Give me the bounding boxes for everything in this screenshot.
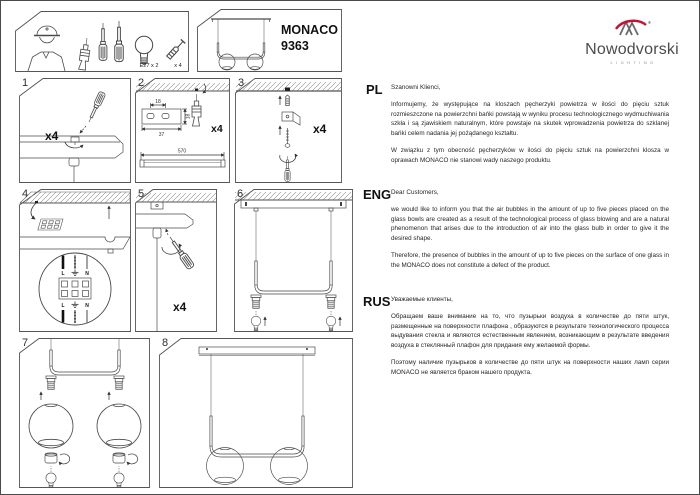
drill-icon xyxy=(78,37,91,70)
step-panel-1 xyxy=(19,78,131,183)
registered-mark: ® xyxy=(648,20,651,25)
section-eng xyxy=(391,188,669,278)
step-number: 5 xyxy=(138,188,145,200)
lamp-socket-icon xyxy=(46,376,56,389)
lamp-socket-icon xyxy=(251,295,261,308)
step-panel-8 xyxy=(159,338,353,488)
ceiling-hatch xyxy=(136,83,229,91)
step-panel-7 xyxy=(19,338,150,488)
mounting-bar xyxy=(20,237,130,253)
required-tools-panel xyxy=(15,11,189,72)
mounting-bar xyxy=(20,136,123,182)
step-panel-5 xyxy=(135,189,217,332)
insert-arrow xyxy=(80,126,86,133)
screwdriver-icon xyxy=(86,91,106,123)
product-panel xyxy=(197,9,342,72)
insert-arrow xyxy=(166,229,168,235)
mounting-plate-drawing xyxy=(142,103,187,131)
diagram-step-6 xyxy=(234,189,353,332)
brand-logo xyxy=(580,18,684,65)
ceiling-hatch xyxy=(136,193,216,202)
bulb-icon xyxy=(326,316,336,332)
bulb-spec-label: E27 x 2 xyxy=(139,63,159,69)
screwdriver-flat-icon xyxy=(99,23,107,60)
section-rus xyxy=(391,295,669,385)
paragraph: Поэтому наличие пузырьков в количестве до пяти штук на поверхности наших ламп серии MONACO не является браком нашего продукта. xyxy=(391,359,669,376)
bulb-icon xyxy=(46,473,56,488)
assembled-lamp xyxy=(199,347,315,457)
rotate-arrow xyxy=(65,142,83,148)
step-number: 3 xyxy=(238,77,245,89)
bulb-icon xyxy=(251,316,261,332)
brand-subtitle: LIGHTING xyxy=(610,59,657,65)
dim-plate-width: 37 xyxy=(158,132,165,138)
rotate-arrow xyxy=(280,154,296,163)
pendant-lamp-icon xyxy=(211,19,271,70)
step-number: 2 xyxy=(138,77,145,89)
product-code: 9363 xyxy=(281,39,309,54)
bracket-drawing xyxy=(282,112,300,125)
wire-outlet xyxy=(35,201,38,203)
step-number: 6 xyxy=(237,188,244,200)
paragraph: Обращаем ваше внимание на то, что пузырьки воздуха в количестве до пяти штук, размещенные на поверхности плафона , образуются в результате технологического процесса выдувания стекла и являются естественным явлением, возникающим в результате введения воздуха в стеклянный плафон для придания ему желаемой формы. xyxy=(391,313,669,349)
diagram-step-7 xyxy=(19,338,150,488)
earth-icon xyxy=(72,302,79,308)
diagram-step-3 xyxy=(235,78,342,183)
brand-name: Nowodvorski xyxy=(585,41,679,58)
earth-icon xyxy=(72,270,79,276)
terminal-block-small xyxy=(38,219,63,230)
bulb-icon xyxy=(135,36,152,64)
product-name: MONACO xyxy=(281,23,338,37)
glass-globe-icon xyxy=(271,448,308,485)
step-number: 8 xyxy=(162,337,169,349)
glass-globe-icon xyxy=(207,448,244,485)
wall-plug-icon xyxy=(166,39,185,59)
ceiling-hatch xyxy=(235,192,352,200)
diagram-step-5 xyxy=(135,189,217,332)
paragraph: Therefore, the presence of bubbles in the amount of up to five pieces on the surface of one glass in the MONACO does not constitute a defect of the product. xyxy=(391,252,669,269)
plug-qty-label: x 4 xyxy=(174,63,182,69)
screw-drawing xyxy=(285,128,290,147)
fixture-drawing xyxy=(50,339,120,375)
terminal-block xyxy=(59,278,91,299)
wall-plug-icon xyxy=(286,95,290,105)
step-number: 4 xyxy=(22,188,29,200)
live-label: L xyxy=(61,271,65,277)
fixture-drawing xyxy=(241,200,346,294)
logo-mark-icon xyxy=(610,18,654,37)
step-panel-3 xyxy=(235,78,342,183)
rotate-arrow xyxy=(59,454,70,464)
diagram-step-4 xyxy=(19,189,131,332)
glass-globe-icon xyxy=(29,404,73,448)
paragraph: W związku z tym obecność pęcherzyków w ilości do pięciu sztuk na powierzchni klosza w oprawach MONACO nie stanowi wady naszego produktu. xyxy=(391,147,669,164)
greeting: Szanowni Klienci, xyxy=(391,84,441,91)
lang-label-pl: PL xyxy=(366,82,383,97)
step-panel-6 xyxy=(234,189,353,332)
qty-label: x4 xyxy=(211,123,223,135)
drill-icon xyxy=(192,94,201,126)
step-number: 1 xyxy=(22,77,29,89)
greeting: Уважаемые клиенты, xyxy=(391,296,453,303)
greeting: Dear Customers, xyxy=(391,189,439,196)
lamp-socket-icon xyxy=(114,376,124,389)
lamp-socket-icon xyxy=(326,295,336,308)
paragraph: we would like to inform you that the air bubbles in the amount of up to five pieces placed on the glass bowls are created as a result of the technological process of glass blowing and are a natural phenomenon that arises due to the introduction of air into the glass bulb in order to give it the desired shape. xyxy=(391,206,669,242)
screwdriver-icon xyxy=(285,156,290,181)
diagram-step-8 xyxy=(159,338,353,488)
tools-diagram xyxy=(15,11,189,72)
qty-label: x4 xyxy=(173,300,187,314)
dim-bar-length: 570 xyxy=(177,148,187,155)
section-pl xyxy=(391,83,669,173)
step-panel-4 xyxy=(19,189,131,332)
neutral-label: N xyxy=(85,271,89,277)
neutral-label: N xyxy=(85,303,89,309)
retaining-ring xyxy=(45,453,125,463)
magnifier-detail xyxy=(39,253,111,325)
paragraph: Informujemy, że występujące na kloszach pęcherzyki powietrza w ilości do pięciu sztuk rozmieszczone na powierzchni bańki powstają w wyniku procesu technologicznego wydmuchiwania szkła i są zjawiskiem naturalnym, które powstaje na skutek wprowadzenia powietrza do szklanej bańki celem nadania jej pożądanego kształtu. xyxy=(391,101,669,137)
lang-label-rus: RUS xyxy=(363,294,391,309)
rotate-arrow xyxy=(127,454,138,464)
drill-hole-mark xyxy=(195,89,198,92)
step-panel-2 xyxy=(135,78,230,183)
step-number: 7 xyxy=(22,337,29,349)
qty-label: x4 xyxy=(45,129,59,143)
glass-globe-icon xyxy=(97,404,141,448)
wire-to-block-arrow xyxy=(31,203,36,219)
lang-label-eng: ENG xyxy=(363,187,392,202)
screwdriver-phillips-icon xyxy=(115,21,124,62)
bulb-icon xyxy=(114,473,124,488)
diagram-step-1 xyxy=(19,78,131,183)
live-label: L xyxy=(61,303,65,309)
drilled-hole xyxy=(285,88,290,92)
dim-hole-spacing: 18 xyxy=(155,99,161,105)
screwdriver-icon xyxy=(167,235,195,270)
diagram-step-2 xyxy=(135,78,230,183)
dim-plate-height: 18 xyxy=(185,113,192,120)
qty-label: x4 xyxy=(313,122,327,136)
installer-icon xyxy=(28,26,65,71)
